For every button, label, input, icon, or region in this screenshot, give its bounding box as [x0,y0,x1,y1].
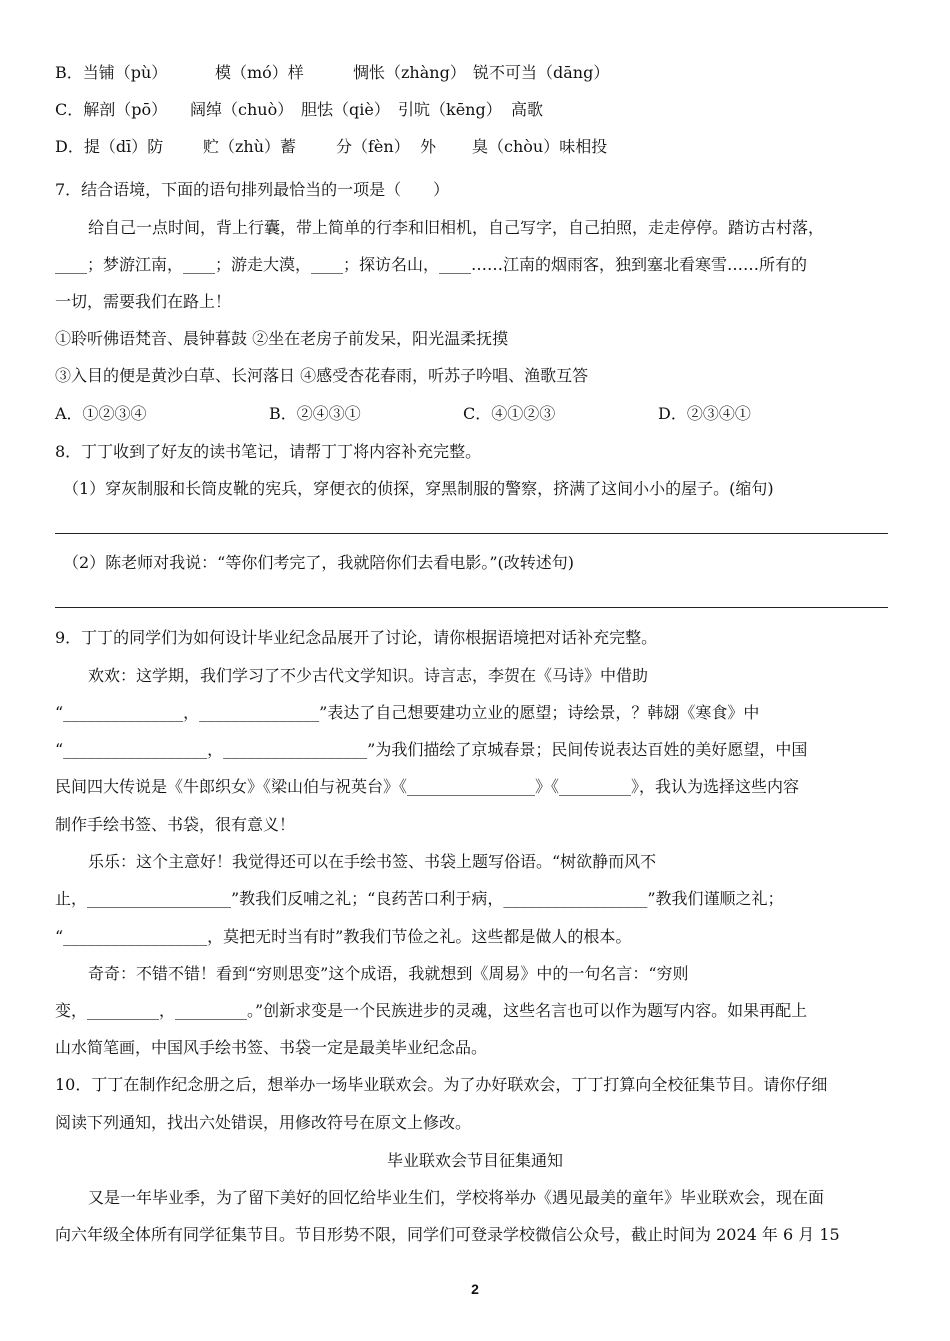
q9-line8[interactable]: “__________________，莫把无时当有时”教我们节俭之礼。这些都是做人的根本。 [55,927,632,946]
q6-b-3: 惆怅（zhàng） [353,63,466,82]
q9-stem: 9．丁丁的同学们为如何设计毕业纪念品展开了讨论，请你根据语境把对话补充完整。 [55,628,658,647]
q9-line10[interactable]: 变，_________，_________。”创新求变是一个民族进步的灵魂，这些名言也可以作为题写内容。如果再配上 [55,1001,808,1020]
q6-d-5: 臭（chòu）味相投 [472,137,608,156]
q6-option-d [55,135,895,159]
q6-b-2: 模（mó）样 [215,63,304,82]
q6-c-1: C．解剖（pō） [55,100,168,119]
q9-line9: 奇奇：不错不错！看到“穷则思变”这个成语，我就想到《周易》中的一句名言：“穷则 [88,964,689,983]
notice-body-line1: 又是一年毕业季，为了留下美好的回忆给毕业生们，学校将举办《遇见最美的童年》毕业联欢会，现在面 [88,1188,825,1207]
notice-title: 毕业联欢会节目征集通知 [386,1151,563,1170]
q6-b-1: B．当铺（pù） [55,63,168,82]
q9-line4[interactable]: 民间四大传说是《牛郎织女》《梁山伯与祝英台》《________________》《_________》，我认为选择这些内容 [55,777,800,796]
q9-line6: 乐乐：这个主意好！我觉得还可以在手绘书签、书袋上题写俗语。“树欲静而风不 [88,852,657,871]
q8-part2: （2）陈老师对我说：“等你们考完了，我就陪你们去看电影。”(改转述句) [63,553,575,572]
q7-sentences-1-2: ①聆听佛语梵音、晨钟暮鼓 ②坐在老房子前发呆，阳光温柔抚摸 [55,329,509,348]
q6-d-1: D．提（dī）防 [55,137,164,156]
q6-c-5: 高歌 [511,100,544,119]
q8-answer-line-2[interactable] [55,607,888,608]
q7-choice-d[interactable]: D．②③④① [658,404,751,423]
page-number: 2 [471,1281,479,1297]
q6-d-2: 贮（zhù）蓄 [203,137,297,156]
q7-choice-a[interactable]: A．①②③④ [55,404,147,423]
q9-line5: 制作手绘书签、书袋，很有意义！ [55,815,296,834]
q6-option-c [55,98,895,122]
q7-paragraph-line2: ____；梦游江南，____；游走大漠，____；探访名山，____……江南的烟雨客，独到塞北看寒雪……所有的 [55,255,808,274]
q6-c-2: 阔绰（chuò） [190,100,294,119]
q8-stem: 8．丁丁收到了好友的读书笔记，请帮丁丁将内容补充完整。 [55,442,482,461]
q6-c-3: 胆怯（qiè） [301,100,390,119]
q9-line11: 山水简笔画，中国风手绘书签、书袋一定是最美毕业纪念品。 [55,1038,488,1057]
q7-paragraph-line1: 给自己一点时间，背上行囊，带上简单的行李和旧相机，自己写字，自己拍照，走走停停。踏访古村落， [88,218,825,237]
q10-stem-line1: 10．丁丁在制作纪念册之后，想举办一场毕业联欢会。为了办好联欢会，丁丁打算向全校征集节目。请你仔细 [55,1075,828,1094]
q9-line2[interactable]: “_______________，_______________”表达了自己想要建功立业的愿望；诗绘景，？韩翃《寒食》中 [55,703,760,722]
q6-d-4: 外 [420,137,437,156]
q9-line3[interactable]: “__________________，__________________”为我们描绘了京城春景；民间传说表达百姓的美好愿望，中国 [55,740,808,759]
q7-choice-c[interactable]: C．④①②③ [463,404,556,423]
q7-stem: 7．结合语境，下面的语句排列最恰当的一项是（ ） [55,180,450,199]
q6-option-b [55,61,895,85]
notice-body-line2: 向六年级全体所有同学征集节目。节目形势不限，同学们可登录学校微信公众号，截止时间为 2024 年 6 月 15 [55,1225,840,1244]
q7-sentences-3-4: ③入目的便是黄沙白草、长河落日 ④感受杏花春雨，听苏子吟唱、渔歌互答 [55,366,589,385]
q6-b-4: 锐不可当（dāng） [473,63,610,82]
q6-d-3: 分（fèn） [336,137,410,156]
q10-stem-line2: 阅读下列通知，找出六处错误，用修改符号在原文上修改。 [55,1113,472,1132]
q9-line7[interactable]: 止，__________________”教我们反哺之礼；“良药苦口利于病，__________________”教我们谨顺之礼； [55,889,784,908]
q7-choice-b[interactable]: B．②④③① [269,404,361,423]
q8-answer-line-1[interactable] [55,533,888,534]
q8-part1: （1）穿灰制服和长筒皮靴的宪兵，穿便衣的侦探，穿黑制服的警察，挤满了这间小小的屋子。(缩句) [63,479,774,498]
q7-choices [55,402,895,426]
q9-line1: 欢欢：这学期，我们学习了不少古代文学知识。诗言志，李贺在《马诗》中借助 [88,666,649,685]
q7-paragraph-line3: 一切，需要我们在路上！ [55,292,232,311]
q6-c-4: 引吭（kēng） [398,100,502,119]
